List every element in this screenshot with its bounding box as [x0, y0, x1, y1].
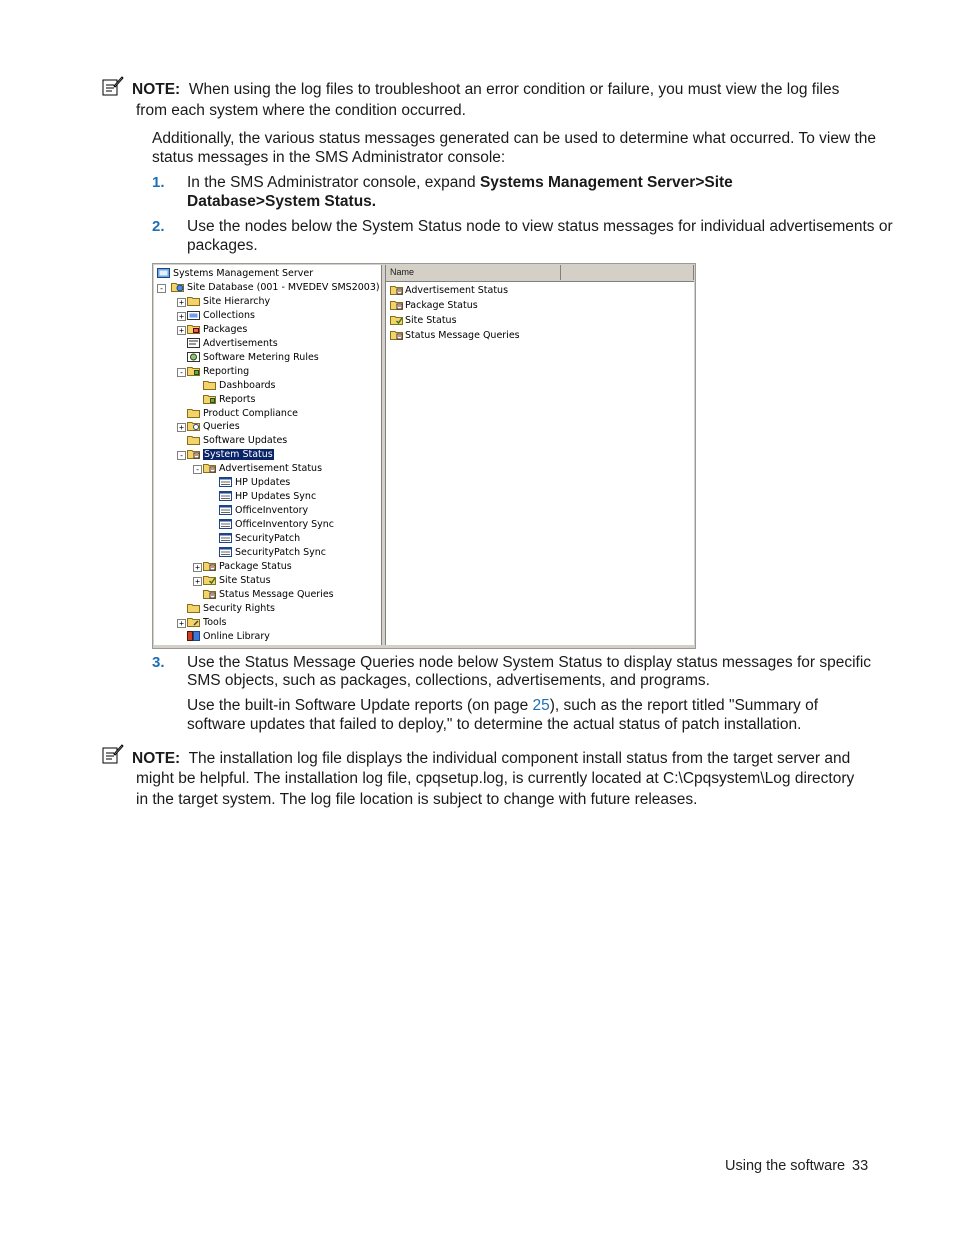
- step-number: 2.: [152, 218, 165, 235]
- tree-node[interactable]: [187, 365, 249, 379]
- note-text: The installation log file displays the individual component install status from the target server and: [188, 750, 851, 767]
- folder-icon: [187, 602, 200, 613]
- step-3-line-1: Use the Status Message Queries node below System Status to display status messages for specific: [187, 654, 872, 671]
- tree-node[interactable]: [187, 420, 240, 434]
- folder-icon: [187, 407, 200, 418]
- tools-icon: [187, 616, 200, 627]
- step-1-line-1: [187, 173, 733, 192]
- expand-toggle-icon[interactable]: +: [177, 312, 186, 321]
- packages-icon: [187, 323, 200, 334]
- expand-toggle-icon[interactable]: +: [177, 423, 186, 432]
- tree-node[interactable]: [203, 588, 334, 602]
- tree-node-label: Advertisements: [203, 337, 278, 349]
- queries-icon: [187, 420, 200, 431]
- tree-node-label: Reports: [219, 393, 256, 405]
- tree-node[interactable]: [203, 393, 255, 407]
- list-item-label: Package Status: [405, 300, 478, 311]
- step-number: 1.: [152, 174, 165, 191]
- site-status-icon: [390, 314, 403, 325]
- tree-node-label: Reporting: [203, 365, 250, 377]
- tree-node-label: Site Status: [219, 574, 271, 586]
- collapse-toggle-icon[interactable]: -: [177, 451, 186, 460]
- tree-node-label: Site Hierarchy: [203, 295, 271, 307]
- note-text: When using the log files to troubleshoot an error condition or failure, you must view the log files: [188, 81, 840, 98]
- tree-node[interactable]: [171, 281, 380, 295]
- note-1: [132, 80, 892, 99]
- note-2: [132, 749, 902, 768]
- status-folder-icon: [203, 560, 216, 571]
- footer-page-number: 33: [852, 1158, 869, 1174]
- status-folder-icon: [203, 588, 216, 599]
- tree-node[interactable]: [187, 616, 226, 630]
- tree-node[interactable]: [203, 560, 292, 574]
- tree-node-label: Advertisement Status: [219, 463, 323, 475]
- step-2-line-1: Use the nodes below the System Status node to view status messages for individual advertisements or: [187, 218, 893, 235]
- step-1-menu-path: Systems Management Server>Site: [479, 174, 733, 191]
- step-2-line-2: packages.: [187, 237, 258, 254]
- page-link[interactable]: 25: [532, 697, 550, 714]
- list-icon: [219, 546, 232, 557]
- tree-node-label: Tools: [203, 616, 227, 628]
- sms-console-screenshot: [152, 263, 696, 649]
- tree-node[interactable]: [187, 407, 298, 421]
- step-1-menu-path-continued: Database>System Status.: [187, 193, 377, 210]
- tree-node[interactable]: [219, 490, 316, 504]
- status-folder-icon: [187, 448, 200, 459]
- list-item[interactable]: [390, 299, 478, 313]
- intro-line-1: Additionally, the various status messages generated can be used to determine what occurred. To view the: [152, 130, 877, 147]
- note-icon: [102, 744, 124, 764]
- note-text-continued: from each system where the condition occurred.: [136, 102, 466, 119]
- tree-node-label: Online Library: [203, 630, 270, 642]
- tree-node[interactable]: [203, 462, 322, 476]
- tree-node-label: Collections: [203, 309, 255, 321]
- step-number: 3.: [152, 654, 165, 671]
- tree-node-label: OfficeInventory: [235, 505, 309, 517]
- tree-node[interactable]: [187, 434, 287, 448]
- library-icon: [187, 630, 200, 641]
- folder-icon: [187, 295, 200, 306]
- tree-node-label: Status Message Queries: [219, 588, 334, 600]
- list-icon: [219, 476, 232, 487]
- tree-node[interactable]: [187, 602, 275, 616]
- list-item-label: Site Status: [405, 315, 457, 326]
- note-2-line-2: might be helpful. The installation log file, cpqsetup.log, is currently located at C:\Cpqsystem\Log directory: [136, 770, 855, 787]
- list-column-header: [386, 265, 694, 282]
- console-list-pane: [385, 265, 694, 645]
- reporting-icon: [187, 365, 200, 376]
- expand-toggle-icon[interactable]: +: [177, 326, 186, 335]
- step-3-sub-line-1: [187, 696, 818, 715]
- collapse-toggle-icon[interactable]: -: [193, 465, 202, 474]
- tree-node-label: SecurityPatch Sync: [235, 547, 327, 558]
- tree-node[interactable]: [187, 295, 270, 309]
- tree-node[interactable]: [203, 574, 271, 588]
- expand-toggle-icon[interactable]: +: [193, 577, 202, 586]
- tree-node[interactable]: [187, 448, 274, 462]
- collapse-toggle-icon[interactable]: -: [177, 368, 186, 377]
- list-icon: [219, 490, 232, 501]
- console-tree-pane: [154, 265, 382, 645]
- tree-node-label: System Status: [204, 449, 273, 461]
- note-label: NOTE:: [132, 81, 181, 98]
- list-item[interactable]: [390, 284, 508, 298]
- intro-line-2: status messages in the SMS Administrator console:: [152, 149, 506, 166]
- list-icon: [219, 504, 232, 515]
- tree-node-label: HP Updates: [235, 477, 291, 489]
- tree-node[interactable]: [203, 379, 276, 393]
- tree-node-label: OfficeInventory Sync: [235, 519, 335, 531]
- tree-node[interactable]: [187, 351, 319, 365]
- column-name[interactable]: Name: [386, 265, 561, 280]
- tree-node[interactable]: [187, 630, 270, 644]
- tree-node-label: Package Status: [219, 560, 292, 572]
- step-3-line-2: SMS objects, such as packages, collections, advertisements, and programs.: [187, 672, 710, 689]
- sms-server-icon: [157, 267, 170, 278]
- status-folder-icon: [203, 462, 216, 473]
- list-icon: [219, 532, 232, 543]
- step-3-sub-line-2: software updates that failed to deploy," to determine the actual status of patch installation.: [187, 716, 802, 733]
- tree-node-label: Software Updates: [203, 435, 288, 447]
- site-database-icon: [171, 281, 184, 292]
- tree-node-label: Security Rights: [203, 602, 275, 614]
- tree-node[interactable]: [187, 337, 278, 351]
- expand-toggle-icon[interactable]: +: [177, 298, 186, 307]
- list-item[interactable]: [390, 329, 520, 343]
- footer-section-title: Using the software: [725, 1158, 846, 1174]
- tree-node-label: Dashboards: [219, 379, 276, 391]
- collapse-toggle-icon[interactable]: -: [157, 284, 166, 293]
- tree-node-label: Product Compliance: [203, 407, 299, 419]
- tree-node-label: Site Database (001 - MVEDEV SMS2003): [187, 281, 380, 293]
- tree-node[interactable]: [219, 532, 300, 546]
- tree-node[interactable]: [157, 267, 313, 281]
- tree-node-label: Software Metering Rules: [203, 351, 319, 363]
- status-folder-icon: [390, 329, 403, 340]
- column-empty[interactable]: [561, 265, 694, 280]
- list-item-label: Advertisement Status: [405, 285, 509, 296]
- expand-toggle-icon[interactable]: +: [193, 563, 202, 572]
- advertisements-icon: [187, 337, 200, 348]
- tree-node[interactable]: [187, 323, 247, 337]
- note-icon: [102, 76, 124, 96]
- metering-icon: [187, 351, 200, 362]
- tree-node[interactable]: [219, 476, 290, 490]
- list-item[interactable]: [390, 314, 457, 328]
- sub-text: ), such as the report titled "Summary of: [549, 697, 818, 714]
- tree-node[interactable]: [187, 309, 255, 323]
- status-folder-icon: [390, 299, 403, 310]
- list-icon: [219, 518, 232, 529]
- tree-node[interactable]: [219, 546, 326, 560]
- status-folder-icon: [390, 284, 403, 295]
- note-2-line-3: in the target system. The log file location is subject to change with future releases.: [136, 791, 698, 808]
- expand-toggle-icon[interactable]: +: [177, 619, 186, 628]
- tree-node-label: Packages: [203, 323, 248, 335]
- tree-node-label: Queries: [203, 421, 240, 433]
- tree-node-label: Systems Management Server: [173, 268, 314, 279]
- tree-node[interactable]: [219, 518, 334, 532]
- site-status-icon: [203, 574, 216, 585]
- collections-icon: [187, 309, 200, 320]
- tree-node[interactable]: [219, 504, 308, 518]
- tree-node-label: HP Updates Sync: [235, 491, 317, 503]
- sub-text: Use the built-in Software Update reports (on page: [187, 697, 533, 714]
- tree-node-label: SecurityPatch: [235, 533, 301, 545]
- note-label: NOTE:: [132, 750, 181, 767]
- list-item-label: Status Message Queries: [405, 330, 520, 341]
- folder-icon: [203, 379, 216, 390]
- folder-icon: [187, 434, 200, 445]
- step-1-text: In the SMS Administrator console, expand: [187, 174, 480, 191]
- reports-icon: [203, 393, 216, 404]
